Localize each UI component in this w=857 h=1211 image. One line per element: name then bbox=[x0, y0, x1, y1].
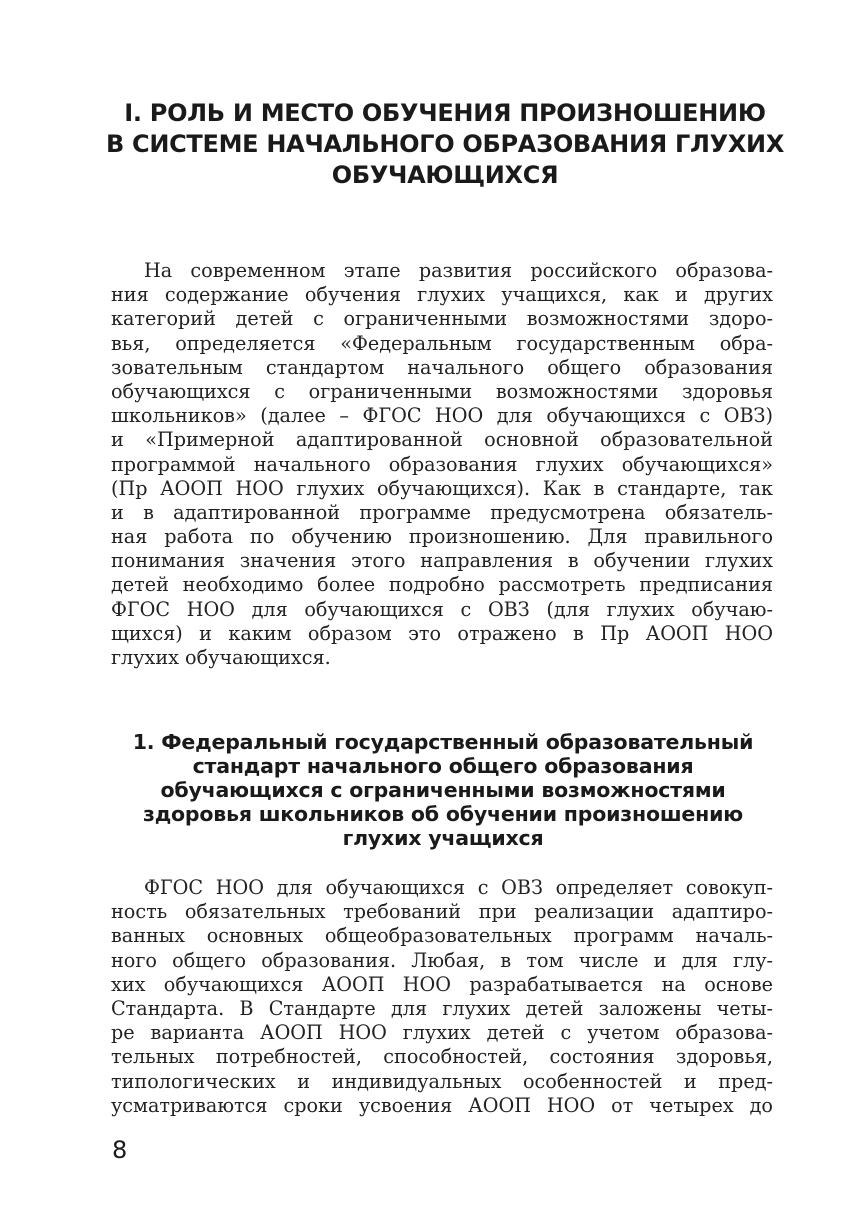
text-line: ния содержание обучения глухих учащихся, как и других bbox=[111, 283, 773, 307]
text-line: тельных потребностей, способностей, состояния здоровья, bbox=[111, 1045, 773, 1069]
section-paragraph bbox=[111, 876, 773, 1118]
section-title-line: стандарт начального общего образования bbox=[192, 754, 694, 778]
text-line: и в адаптированной программе предусмотрена обязатель- bbox=[111, 500, 773, 524]
text-line: хих обучающихся АООП НОО разрабатывается на основе bbox=[111, 972, 773, 996]
intro-paragraph bbox=[111, 259, 773, 670]
text-line: глухих обучающихся. bbox=[111, 646, 331, 669]
chapter-title-line: I. РОЛЬ И МЕСТО ОБУЧЕНИЯ ПРОИЗНОШЕНИЮ bbox=[124, 99, 766, 127]
text-line: ного общего образования. Любая, в том числе и для глу- bbox=[111, 948, 773, 972]
page-number: 8 bbox=[112, 1136, 128, 1164]
text-line: вья, определяется «Федеральным государственным обра- bbox=[111, 331, 773, 355]
section-title-line: 1. Федеральный государственный образовательный bbox=[132, 730, 754, 754]
text-line: зовательным стандартом начального общего образования bbox=[111, 355, 773, 379]
chapter-title-line: В СИСТЕМЕ НАЧАЛЬНОГО ОБРАЗОВАНИЯ ГЛУХИХ bbox=[105, 130, 785, 158]
text-line: понимания значения этого направления в обучении глухих bbox=[111, 549, 773, 573]
text-line: категорий детей с ограниченными возможностями здоро- bbox=[111, 307, 773, 331]
text-line: ная работа по обучению произношению. Для правильного bbox=[111, 525, 773, 549]
text-line: ФГОС НОО для обучающихся с ОВЗ (для глухих обучаю- bbox=[111, 597, 773, 621]
text-line: школьников» (далее – ФГОС НОО для обучающихся с ОВЗ) bbox=[111, 404, 773, 428]
text-line: программой начального образования глухих обучающихся» bbox=[111, 452, 773, 476]
text-line: усматриваются сроки усвоения АООП НОО от четырех до bbox=[111, 1093, 773, 1117]
text-line: ФГОС НОО для обучающихся с ОВЗ определяет совокуп- bbox=[144, 876, 773, 899]
text-line: ванных основных общеобразовательных программ началь- bbox=[111, 924, 773, 948]
text-line: щихся) и каким образом это отражено в Пр АООП НОО bbox=[111, 621, 773, 645]
text-line: обучающихся с ограниченными возможностями здоровья bbox=[111, 379, 773, 403]
text-line: (Пр АООП НОО глухих обучающихся). Как в стандарте, так bbox=[111, 476, 773, 500]
chapter-title bbox=[100, 98, 790, 191]
text-line: детей необходимо более подробно рассмотреть предписания bbox=[111, 573, 773, 597]
text-line: и «Примерной адаптированной основной образовательной bbox=[111, 428, 773, 452]
text-line: типологических и индивидуальных особенностей и пред- bbox=[111, 1069, 773, 1093]
text-line: На современном этапе развития российского образова- bbox=[144, 259, 773, 282]
section-title bbox=[110, 730, 776, 850]
text-line: ность обязательных требований при реализации адаптиро- bbox=[111, 900, 773, 924]
section-title-line: обучающихся с ограниченными возможностями bbox=[160, 778, 726, 802]
text-line: Стандарта. В Стандарте для глухих детей заложены четы- bbox=[111, 996, 773, 1020]
section-title-line: глухих учащихся bbox=[342, 826, 544, 850]
chapter-title-line: ОБУЧАЮЩИХСЯ bbox=[331, 161, 559, 189]
section-title-line: здоровья школьников об обучении произношению bbox=[142, 802, 743, 826]
text-line: ре варианта АООП НОО глухих детей с учетом образова- bbox=[111, 1021, 773, 1045]
